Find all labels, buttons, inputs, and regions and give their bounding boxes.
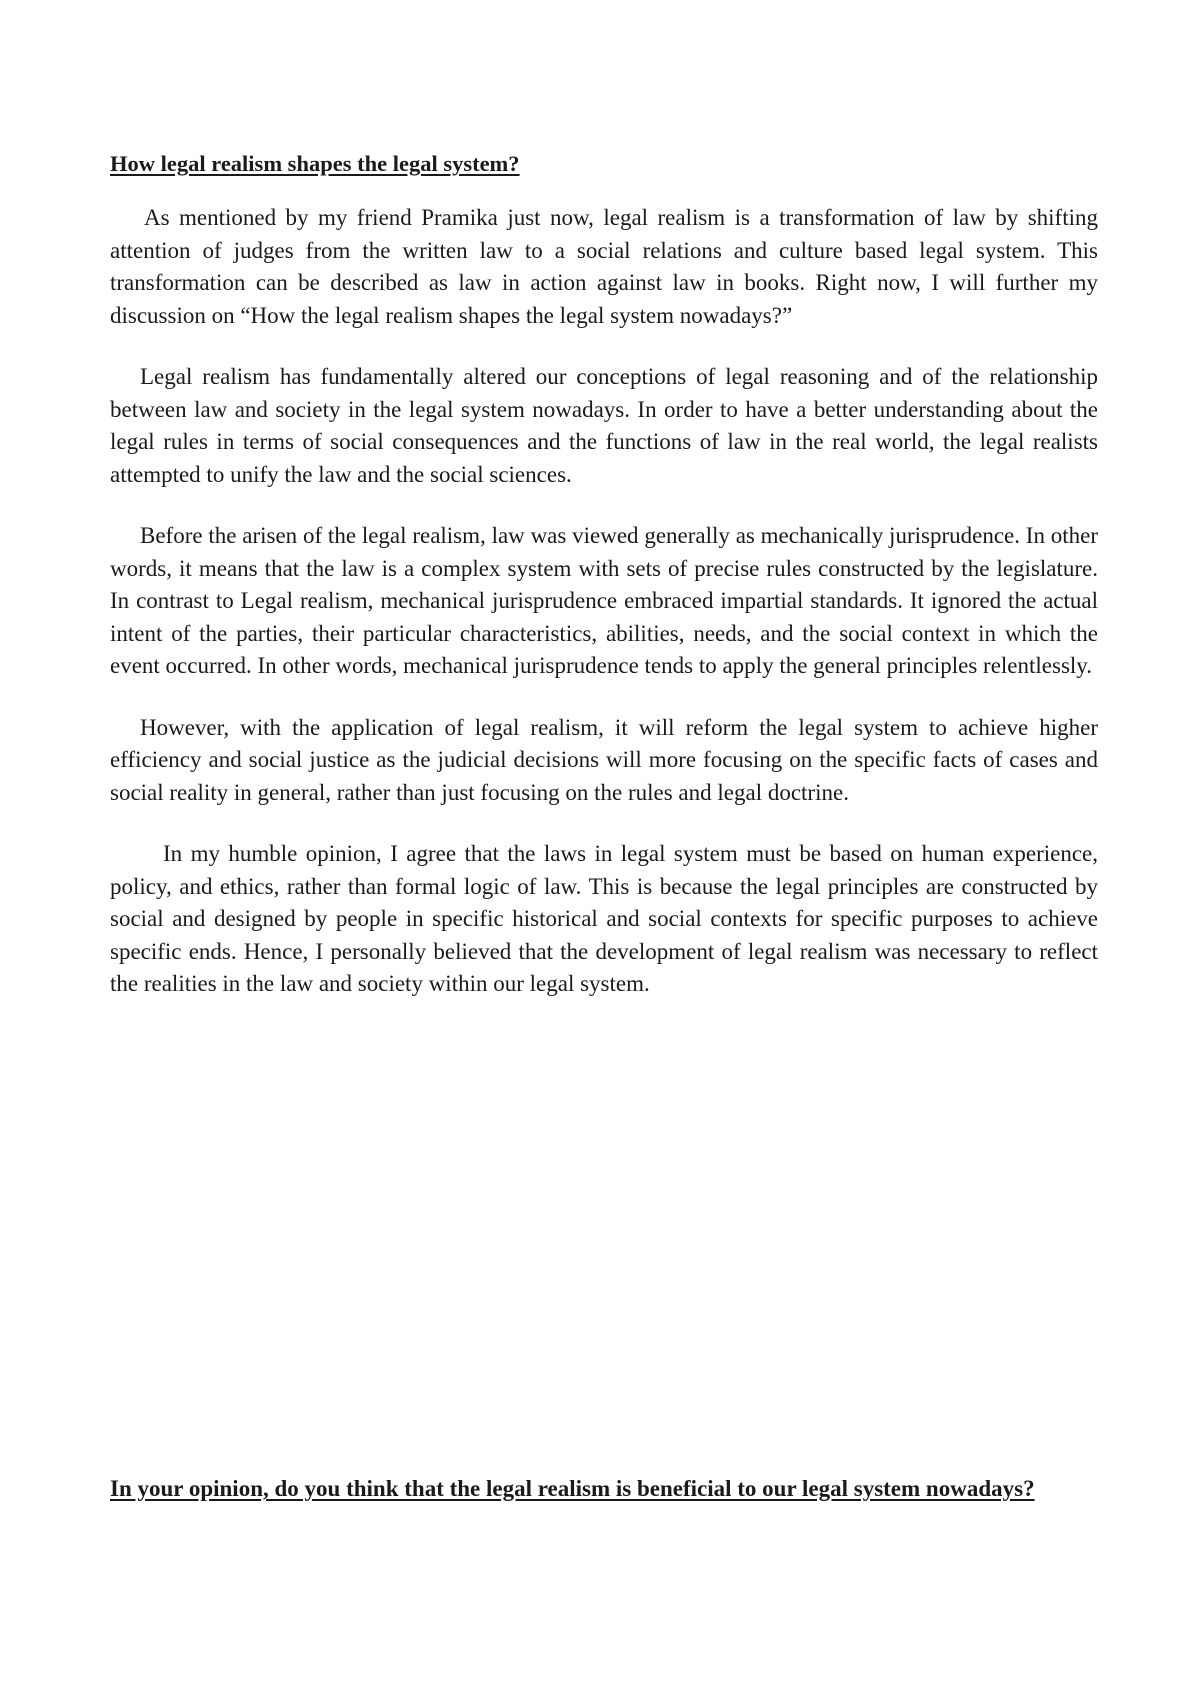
paragraph-mechanical-jurisprudence: Before the arisen of the legal realism, law was viewed generally as mechanically jurisprudence. In other words, it means that the law is a complex system with sets of precise rules constructed by the legislature. In contrast to Legal realism, mechanical jurisprudence embraced impartial standards. It ignored the actual intent of the parties, their particular characteristics, abilities, needs, and the social context in which the event occurred. In other words, mechanical jurisprudence tends to apply the general principles relentlessly.: [110, 523, 1098, 678]
section-heading-beneficial-question: In your opinion, do you think that the legal realism is beneficial to our legal system nowadays?: [110, 1476, 1035, 1501]
paragraph-reform-legal-system: However, with the application of legal realism, it will reform the legal system to achieve higher efficiency and social justice as the judicial decisions will more focusing on the specific facts of cases and social reality in general, rather than just focusing on the rules and legal doctrine.: [110, 714, 1098, 805]
paragraph-personal-opinion: In my humble opinion, I agree that the laws in legal system must be based on human experience, policy, and ethics, rather than formal logic of law. This is because the legal principles are constructed by social and designed by people in specific historical and social contexts for specific purposes to achieve specific ends. Hence, I personally believed that the development of legal realism was necessary to reflect the realities in the law and society within our legal system.: [110, 841, 1098, 996]
paragraph-introduction: As mentioned by my friend Pramika just now, legal realism is a transformation of law by shifting attention of judges from the written law to a social relations and culture based legal system. This transformation can be described as law in action against law in books. Right now, I will further my discussion on “How the legal realism shapes the legal system nowadays?”: [110, 205, 1098, 328]
paragraph-altered-conceptions: Legal realism has fundamentally altered our conceptions of legal reasoning and of the relationship between law and society in the legal system nowadays. In order to have a better understanding about the legal rules in terms of social consequences and the functions of law in the real world, the legal realists attempted to unify the law and the social sciences.: [110, 364, 1098, 487]
section-heading-legal-realism-shapes: How legal realism shapes the legal system?: [110, 151, 520, 176]
document-body: [110, 148, 1098, 1030]
